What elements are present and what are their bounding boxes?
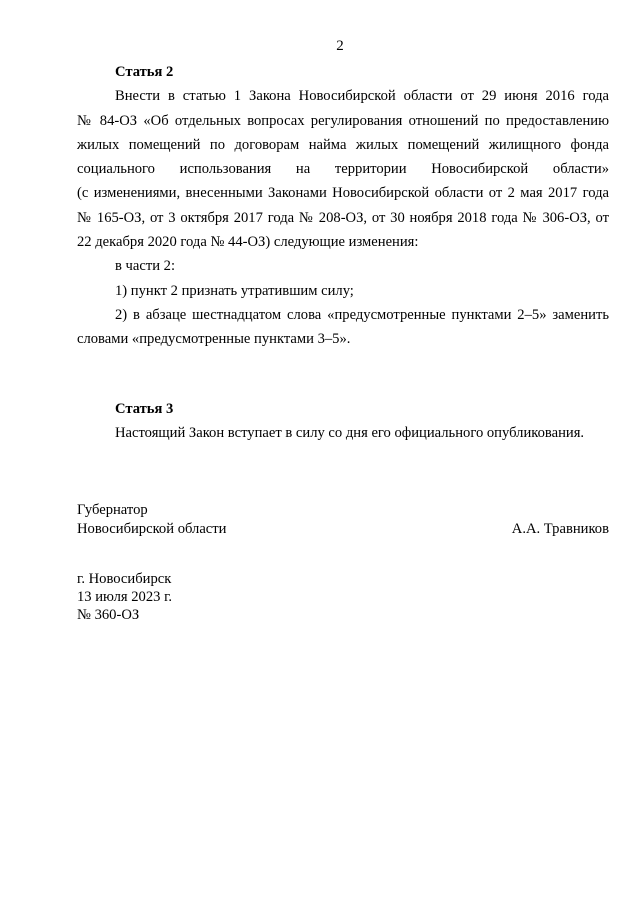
article-2-item-2 [77,303,609,352]
signature-row [77,520,609,539]
article-3-heading: Статья 3 [115,401,174,417]
article-2-intro-line: Внести в статью 1 Закона Новосибирской области от 29 июня 2016 года [115,88,609,105]
article-2-intro-line: (с изменениями, внесенными Законами Новосибирской области от 2 мая 2017 года [77,185,609,202]
article-2-intro [77,84,609,254]
article-2-item-2-line: словами «предусмотренные пунктами 3–5». [77,331,351,348]
signatory-title-line-2: Новосибирской области [77,521,227,537]
article-2-item-1: 1) пункт 2 признать утратившим силу; [115,282,354,299]
article-2-item-2-line: 2) в абзаце шестнадцатом слова «предусмотренные пунктами 2–5» заменить [115,306,609,323]
issuance-city: г. Новосибирск [77,571,172,587]
article-2-intro-line: социального использования на территории Новосибирской области» [77,161,609,178]
article-2-intro-line: жилых помещений по договорам найма жилых помещений жилищного фонда [77,136,609,153]
article-2-intro-line: 22 декабря 2020 года № 44-ОЗ) следующие изменения: [77,234,419,251]
issuance-date: 13 июля 2023 г. [77,589,173,605]
article-3 [77,397,609,446]
law-number: № 360-ОЗ [77,607,140,623]
signatory-name: А.А. Травников [511,521,609,537]
article-2-intro-line: № 165-ОЗ, от 3 октября 2017 года № 208-ОЗ, от 30 ноября 2018 года № 306-ОЗ, от [77,209,609,226]
article-2-heading: Статья 2 [115,64,174,80]
page-number: 2 [336,38,344,54]
article-2 [77,60,609,352]
signatory-title-line-1: Губернатор [77,502,148,518]
issuance-block [77,570,172,624]
article-2-part-label: в части 2: [115,258,176,275]
article-3-text: Настоящий Закон вступает в силу со дня его официального опубликования. [115,425,585,442]
article-2-intro-line: № 84-ОЗ «Об отдельных вопросах регулирования отношений по предоставлению [77,112,609,129]
signature-block [77,501,609,539]
